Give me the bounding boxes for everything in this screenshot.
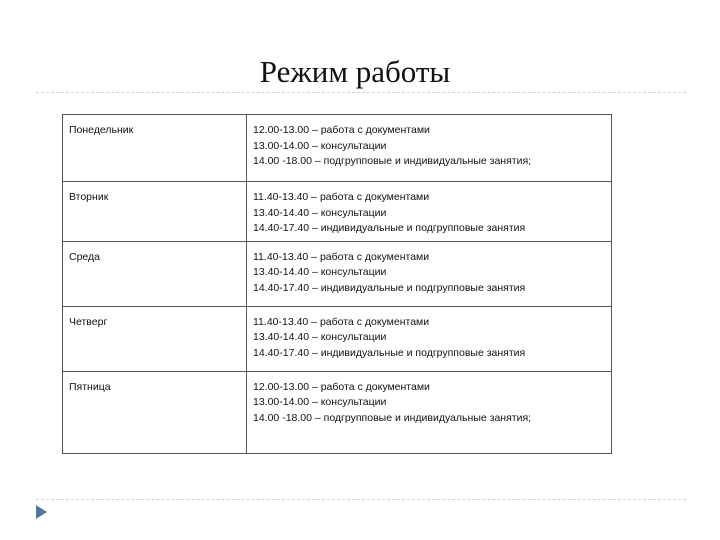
schedule-line: 13.40-14.40 – консультации bbox=[253, 331, 387, 343]
schedule-line: 12.00-13.00 – работа с документами bbox=[253, 380, 430, 393]
schedule-line: 11.40-13.40 – работа с документами bbox=[253, 315, 430, 328]
table-row-monday bbox=[63, 115, 612, 182]
hours-cell-tuesday bbox=[247, 182, 612, 242]
hours-cell-monday bbox=[247, 115, 612, 182]
day-cell-tuesday: Вторник bbox=[63, 182, 247, 242]
schedule-line: 13.00-14.00 – консультации bbox=[253, 139, 387, 152]
triangle-right-icon[interactable] bbox=[36, 505, 47, 519]
day-cell-monday: Понедельник bbox=[63, 115, 247, 182]
hours-cell-friday bbox=[247, 371, 612, 453]
hours-cell-wednesday bbox=[247, 241, 612, 306]
schedule-line: 13.00-14.00 – консультации bbox=[253, 396, 387, 408]
schedule-line: 14.00 -18.00 – подгрупповые и индивидуальные занятия; bbox=[253, 155, 532, 167]
day-cell-thursday: Четверг bbox=[63, 306, 247, 371]
table-row-thursday bbox=[63, 306, 612, 371]
schedule-line: 12.00-13.00 – работа с документами bbox=[253, 124, 430, 136]
schedule-line: 14.40-17.40 – индивидуальные и подгрупповые занятия bbox=[253, 222, 526, 234]
schedule-line: 11.40-13.40 – работа с документами bbox=[253, 250, 430, 263]
schedule-line: 13.40-14.40 – консультации bbox=[253, 206, 387, 219]
schedule-line: 11.40-13.40 – работа с документами bbox=[253, 191, 430, 203]
schedule-table bbox=[62, 114, 612, 454]
top-divider bbox=[36, 92, 686, 93]
schedule-line: 13.40-14.40 – консультации bbox=[253, 266, 387, 278]
schedule-line: 14.40-17.40 – индивидуальные и подгрупповые занятия bbox=[253, 346, 526, 359]
bottom-divider bbox=[36, 499, 686, 500]
hours-cell-thursday bbox=[247, 306, 612, 371]
day-cell-wednesday: Среда bbox=[63, 241, 247, 306]
table-row-tuesday bbox=[63, 182, 612, 242]
table-row-friday bbox=[63, 371, 612, 453]
schedule-line: 14.40-17.40 – индивидуальные и подгрупповые занятия bbox=[253, 281, 526, 294]
page-title: Режим работы bbox=[259, 54, 451, 89]
day-cell-friday: Пятница bbox=[63, 371, 247, 453]
schedule-line: 14.00 -18.00 – подгрупповые и индивидуальные занятия; bbox=[253, 411, 532, 424]
table-row-wednesday bbox=[63, 241, 612, 306]
